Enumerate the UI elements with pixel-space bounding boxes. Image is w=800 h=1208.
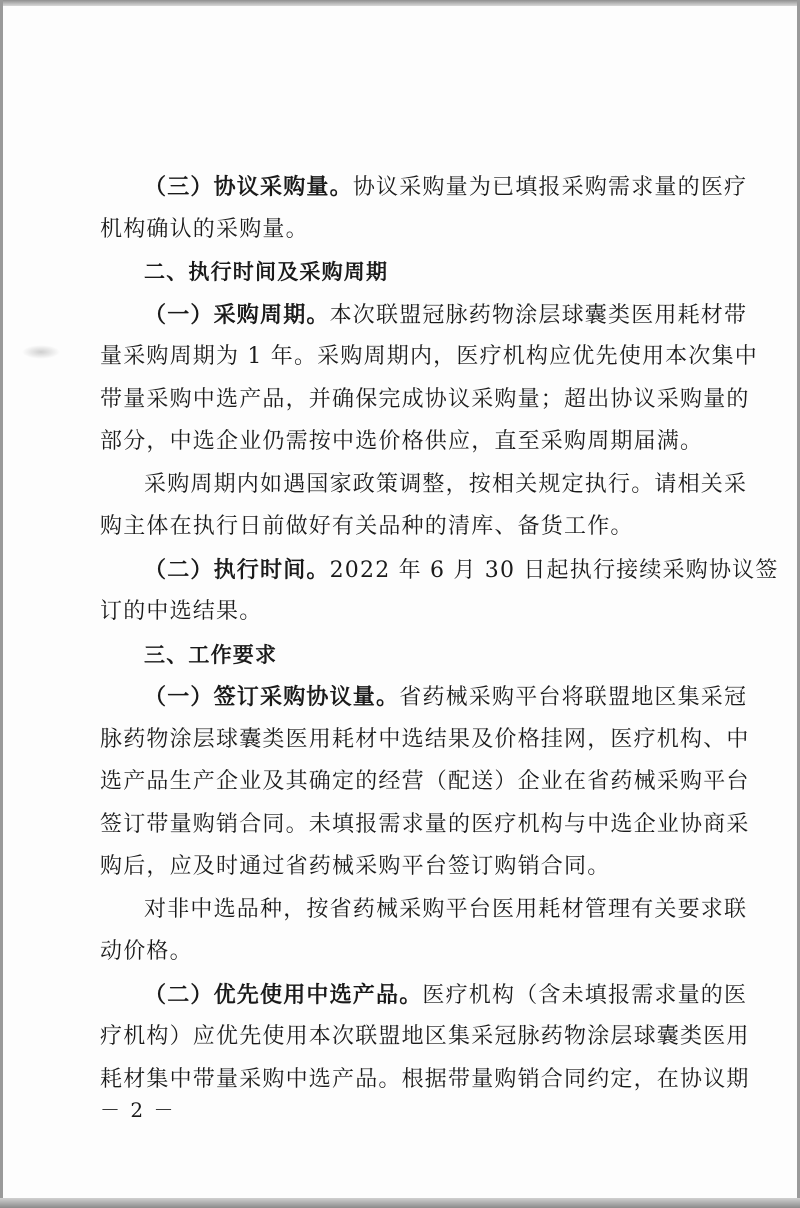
- paragraph-procurement-cycle: （一）采购周期。本次联盟冠脉药物涂层球囊类医用耗材带: [144, 301, 748, 328]
- paragraph-policy-adjustment: 采购周期内如遇国家政策调整，按相关规定执行。请相关采: [144, 471, 748, 497]
- text-line: 购后，应及时通过省药械采购平台签订购销合同。: [100, 854, 611, 879]
- scan-edge-left: [0, 0, 3, 1208]
- heading-execution-period: 二、执行时间及采购周期: [144, 260, 389, 284]
- label-priority-use: （二）优先使用中选产品。: [144, 981, 423, 1008]
- text-line: 脉药物涂层球囊类医用耗材中选结果及价格挂网，医疗机构、中: [100, 726, 750, 752]
- label-execution-time: （二）执行时间。: [144, 556, 330, 583]
- label-sign-agreement: （一）签订采购协议量。: [144, 684, 400, 710]
- text-line: 动价格。: [100, 939, 193, 964]
- text-line: 机构确认的采购量。: [100, 216, 309, 242]
- scan-edge-bottom: [0, 1198, 800, 1208]
- paragraph-non-selected: 对非中选品种，按省药械采购平台医用耗材管理有关要求联: [144, 896, 748, 922]
- paragraph-execution-time: （二）执行时间。2022 年 6 月 30 日起执行接续采购协议签: [144, 556, 779, 583]
- document-body: [100, 166, 779, 1101]
- label-agreed-volume: （三）协议采购量。: [144, 174, 353, 200]
- text-line: 订的中选结果。: [100, 599, 263, 624]
- text-line: 耗材集中带量采购中选产品。根据带量购销合同约定，在协议期: [100, 1066, 750, 1092]
- page-number: － 2 －: [100, 1098, 176, 1122]
- text-line: 签订带量购销合同。未填报需求量的医疗机构与中选企业协商采: [100, 811, 750, 837]
- text-line: 购主体在执行日前做好有关品种的清库、备货工作。: [100, 514, 634, 539]
- text-line: 选产品生产企业及其确定的经营（配送）企业在省药械采购平台: [100, 769, 750, 794]
- text-line: 疗机构）应优先使用本次联盟地区集采冠脉药物涂层球囊类医用: [100, 1024, 750, 1049]
- scan-smudge: [22, 345, 60, 359]
- heading-work-requirements: 三、工作要求: [144, 642, 278, 667]
- paragraph-priority-use: （二）优先使用中选产品。医疗机构（含未填报需求量的医: [144, 981, 748, 1008]
- text-line: 带量采购中选产品，并确保完成协议采购量；超出协议采购量的: [100, 386, 750, 412]
- scan-edge-top: [0, 0, 800, 6]
- paragraph-sign-agreement: （一）签订采购协议量。省药械采购平台将联盟地区集采冠: [144, 684, 748, 710]
- paragraph-agreed-volume: （三）协议采购量。协议采购量为已填报采购需求量的医疗: [144, 174, 748, 200]
- text-line: 量采购周期为 1 年。采购周期内，医疗机构应优先使用本次集中: [100, 344, 758, 369]
- text-line: 部分，中选企业仍需按中选价格供应，直至采购周期届满。: [100, 429, 704, 454]
- label-procurement-cycle: （一）采购周期。: [144, 301, 330, 328]
